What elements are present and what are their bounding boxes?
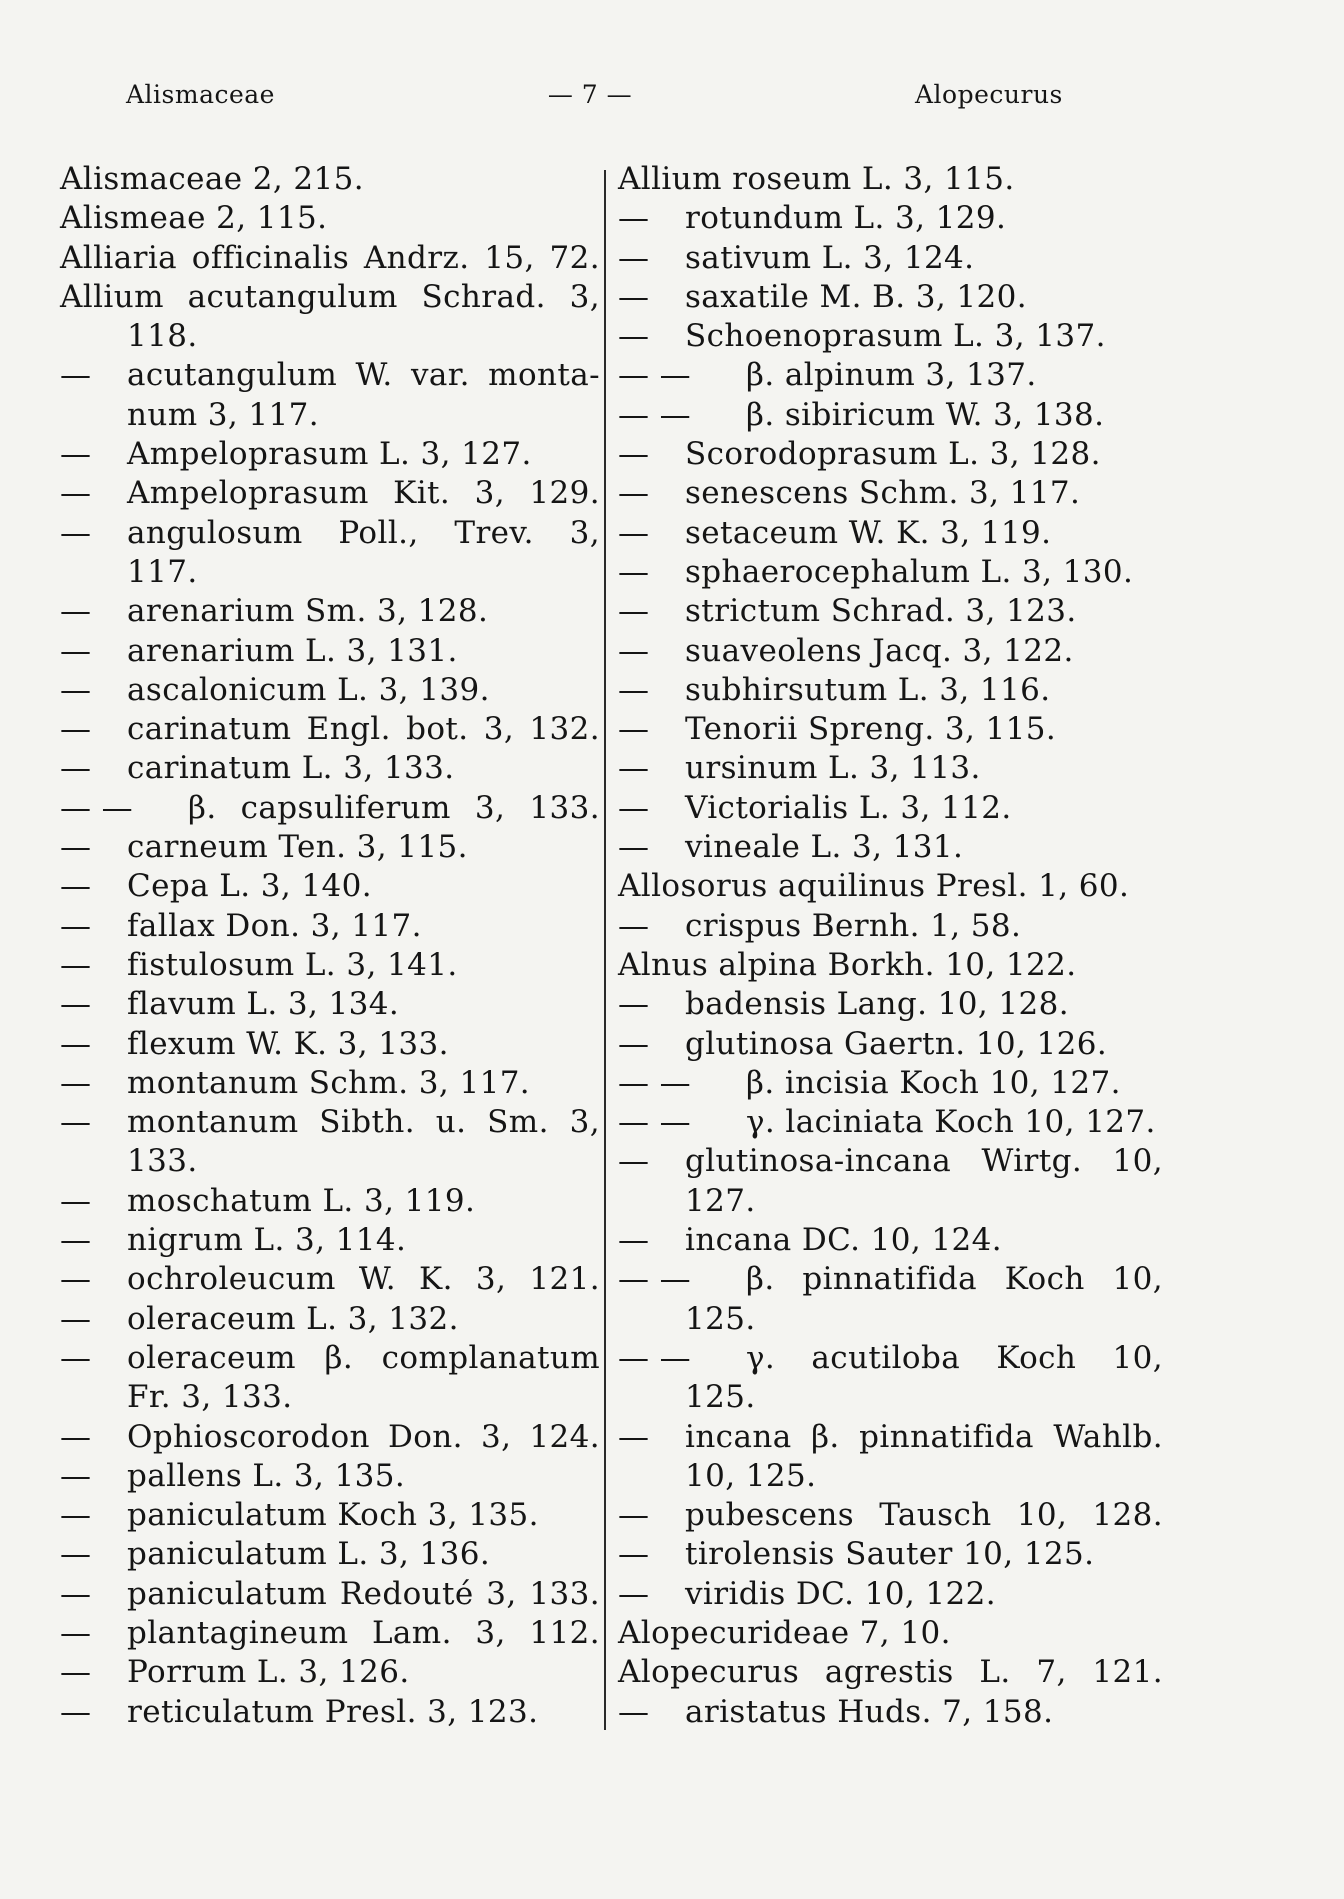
ditto-dash: — — [618, 986, 650, 1023]
index-entry — [618, 592, 1163, 631]
index-entry — [60, 1064, 600, 1103]
ditto-dash: — — [60, 1654, 92, 1691]
index-entry — [618, 199, 1163, 238]
entry-text: γ. acutiloba Koch 10, — [746, 1339, 1163, 1376]
entry-text: Cepa L. 3, 140. — [127, 868, 372, 905]
index-entry — [60, 396, 600, 435]
ditto-dash: — — [618, 907, 650, 944]
ditto-dash: — — [60, 907, 92, 944]
entry-text: reticulatum Presl. 3, 123. — [127, 1693, 539, 1730]
entry-text: strictum Schrad. 3, 123. — [685, 593, 1077, 630]
entry-text: viridis DC. 10, 122. — [685, 1575, 997, 1612]
running-head-right: Alopecurus — [915, 80, 1063, 109]
page-number: — 7 — — [547, 80, 633, 109]
ditto-dash: — — [618, 1693, 650, 1730]
index-entry — [60, 985, 600, 1024]
index-entry — [60, 1614, 600, 1653]
index-entry — [618, 1653, 1163, 1692]
ditto-dash: — — [618, 1575, 650, 1612]
index-entry — [60, 592, 600, 631]
ditto-dash: — — — [618, 1104, 692, 1141]
ditto-dash: — — [60, 946, 92, 983]
entry-text: montanum Schm. 3, 117. — [127, 1064, 531, 1101]
ditto-dash: — — [60, 1418, 92, 1455]
ditto-dash: — — [60, 986, 92, 1023]
entry-text: β. capsuliferum 3, 133. — [188, 789, 600, 826]
index-entry — [60, 1182, 600, 1221]
index-entry — [60, 1221, 600, 1260]
entry-text: 10, 125. — [685, 1457, 817, 1494]
entry-text: 133. — [127, 1143, 198, 1180]
entry-text: flavum L. 3, 134. — [127, 986, 400, 1023]
index-entry — [618, 553, 1163, 592]
index-entry — [618, 828, 1163, 867]
ditto-dash: — — [618, 514, 650, 551]
entry-text: Ophioscorodon Don. 3, 124. — [127, 1418, 600, 1455]
entry-text: glutinosa Gaertn. 10, 126. — [685, 1025, 1108, 1062]
entry-text: senescens Schm. 3, 117. — [685, 475, 1081, 512]
entry-text: angulosum Poll., Trev. 3, — [127, 514, 600, 551]
index-entry — [618, 749, 1163, 788]
index-entry — [60, 435, 600, 474]
entry-text: Scorodoprasum L. 3, 128. — [685, 436, 1101, 473]
index-entry — [618, 671, 1163, 710]
entry-text: num 3, 117. — [127, 396, 320, 433]
ditto-dash: — — [60, 829, 92, 866]
entry-text: montanum Sibth. u. Sm. 3, — [127, 1104, 600, 1141]
ditto-dash: — — [60, 1104, 92, 1141]
index-entry — [60, 1339, 600, 1378]
ditto-dash: — — [618, 1025, 650, 1062]
entry-text: carneum Ten. 3, 115. — [127, 829, 468, 866]
entry-text: fallax Don. 3, 117. — [127, 907, 422, 944]
ditto-dash: — — [60, 593, 92, 630]
index-entry — [618, 632, 1163, 671]
entry-text: β. sibiricum W. 3, 138. — [746, 396, 1105, 433]
ditto-dash: — — [618, 632, 650, 669]
running-head-left: Alismaceae — [126, 80, 275, 109]
ditto-dash: — — [60, 1300, 92, 1337]
ditto-dash: — — [618, 1536, 650, 1573]
index-entry — [60, 160, 600, 199]
index-entry — [618, 1103, 1163, 1142]
entry-text: acutangulum W. var. monta- — [127, 357, 600, 394]
entry-text: badensis Lang. 10, 128. — [685, 986, 1070, 1023]
index-entry — [618, 1142, 1163, 1181]
index-entry — [618, 160, 1163, 199]
ditto-dash: — — [60, 1261, 92, 1298]
entry-text: aristatus Huds. 7, 158. — [685, 1693, 1054, 1730]
index-entry — [60, 474, 600, 513]
index-entry — [60, 749, 600, 788]
entry-text: carinatum L. 3, 133. — [127, 750, 455, 787]
entry-text: Allosorus aquilinus Presl. 1, 60. — [618, 868, 1130, 905]
ditto-dash: — — [60, 436, 92, 473]
entry-text: ascalonicum L. 3, 139. — [127, 671, 490, 708]
entry-text: carinatum Engl. bot. 3, 132. — [127, 711, 600, 748]
ditto-dash: — — [618, 1418, 650, 1455]
index-entry — [618, 946, 1163, 985]
ditto-dash: — — [618, 436, 650, 473]
entry-text: moschatum L. 3, 119. — [127, 1182, 476, 1219]
ditto-dash: — — [60, 1575, 92, 1612]
entry-text: saxatile M. B. 3, 120. — [685, 278, 1028, 315]
index-entry — [618, 356, 1163, 395]
entry-text: oleraceum L. 3, 132. — [127, 1300, 459, 1337]
index-entry — [60, 671, 600, 710]
entry-text: glutinosa-incana Wirtg. 10, — [685, 1143, 1163, 1180]
entry-text: fistulosum L. 3, 141. — [127, 946, 458, 983]
ditto-dash: — — [60, 632, 92, 669]
index-entry — [60, 1693, 600, 1732]
entry-text: Porrum L. 3, 126. — [127, 1654, 410, 1691]
index-entry — [60, 514, 600, 553]
ditto-dash: — — [60, 514, 92, 551]
ditto-dash: — — [618, 671, 650, 708]
index-column-left — [60, 160, 600, 1732]
ditto-dash: — — [60, 671, 92, 708]
entry-text: pubescens Tausch 10, 128. — [685, 1497, 1163, 1534]
index-entry — [618, 396, 1163, 435]
ditto-dash: — — — [60, 789, 134, 826]
index-entry — [618, 1378, 1163, 1417]
index-entry — [60, 1575, 600, 1614]
entry-text: vineale L. 3, 131. — [685, 829, 964, 866]
index-entry — [60, 1300, 600, 1339]
index-entry — [60, 946, 600, 985]
ditto-dash: — — [618, 829, 650, 866]
index-entry — [618, 1693, 1163, 1732]
ditto-dash: — — [618, 475, 650, 512]
ditto-dash: — — [618, 318, 650, 355]
index-entry — [618, 1418, 1163, 1457]
index-entry — [60, 356, 600, 395]
index-entry — [60, 1535, 600, 1574]
ditto-dash: — — [60, 1614, 92, 1651]
index-entry — [60, 553, 600, 592]
ditto-dash: — — [60, 1339, 92, 1376]
index-entry — [618, 1535, 1163, 1574]
ditto-dash: — — [618, 200, 650, 237]
ditto-dash: — — [60, 475, 92, 512]
entry-text: β. pinnatifida Koch 10, — [746, 1261, 1163, 1298]
index-entry — [60, 1418, 600, 1457]
index-column-right — [618, 160, 1163, 1732]
entry-text: β. incisia Koch 10, 127. — [746, 1064, 1121, 1101]
entry-text: β. alpinum 3, 137. — [746, 357, 1037, 394]
index-entry — [60, 1103, 600, 1142]
entry-text: 117. — [127, 553, 198, 590]
entry-text: setaceum W. K. 3, 119. — [685, 514, 1052, 551]
ditto-dash: — — [60, 1064, 92, 1101]
index-entry — [618, 474, 1163, 513]
entry-text: incana β. pinnatifida Wahlb. — [685, 1418, 1163, 1455]
index-entry — [618, 789, 1163, 828]
index-entry — [618, 1221, 1163, 1260]
index-entry — [618, 710, 1163, 749]
entry-text: Alliaria officinalis Andrz. 15, 72. — [60, 239, 600, 276]
entry-text: Alnus alpina Borkh. 10, 122. — [618, 946, 1077, 983]
entry-text: sativum L. 3, 124. — [685, 239, 975, 276]
index-entry — [60, 317, 600, 356]
entry-text: paniculatum L. 3, 136. — [127, 1536, 491, 1573]
index-entry — [618, 1614, 1163, 1653]
ditto-dash: — — — [618, 357, 692, 394]
entry-text: paniculatum Koch 3, 135. — [127, 1497, 539, 1534]
entry-text: γ. laciniata Koch 10, 127. — [746, 1104, 1156, 1141]
entry-text: arenarium Sm. 3, 128. — [127, 593, 489, 630]
entry-text: pallens L. 3, 135. — [127, 1457, 406, 1494]
ditto-dash: — — [618, 239, 650, 276]
ditto-dash: — — [60, 1222, 92, 1259]
index-entry — [60, 1653, 600, 1692]
entry-text: 127. — [685, 1182, 756, 1219]
index-entry — [60, 632, 600, 671]
entry-text: flexum W. K. 3, 133. — [127, 1025, 449, 1062]
entry-text: Ampeloprasum L. 3, 127. — [127, 436, 532, 473]
ditto-dash: — — [618, 1143, 650, 1180]
entry-text: Ampeloprasum Kit. 3, 129. — [127, 475, 600, 512]
entry-text: crispus Bernh. 1, 58. — [685, 907, 1022, 944]
ditto-dash: — — [60, 1025, 92, 1062]
index-entry — [618, 1339, 1163, 1378]
index-entry — [618, 1575, 1163, 1614]
entry-text: oleraceum β. complanatum — [127, 1339, 600, 1376]
index-entry — [618, 1457, 1163, 1496]
ditto-dash: — — — [618, 1064, 692, 1101]
index-entry — [60, 907, 600, 946]
index-entry — [60, 828, 600, 867]
ditto-dash: — — [618, 278, 650, 315]
ditto-dash: — — [618, 593, 650, 630]
ditto-dash: — — — [618, 1339, 692, 1376]
entry-text: Schoenoprasum L. 3, 137. — [685, 318, 1106, 355]
entry-text: 125. — [685, 1379, 756, 1416]
index-entry — [60, 789, 600, 828]
ditto-dash: — — [618, 1497, 650, 1534]
index-entry — [60, 1496, 600, 1535]
ditto-dash: — — [60, 868, 92, 905]
index-entry — [60, 199, 600, 238]
entry-text: paniculatum Redouté 3, 133. — [127, 1575, 600, 1612]
index-entry — [618, 278, 1163, 317]
entry-text: sphaerocephalum L. 3, 130. — [685, 553, 1134, 590]
index-entry — [618, 239, 1163, 278]
index-entry — [618, 1025, 1163, 1064]
ditto-dash: — — [60, 1457, 92, 1494]
ditto-dash: — — [618, 789, 650, 826]
index-entry — [60, 1260, 600, 1299]
index-entry — [60, 278, 600, 317]
entry-text: tirolensis Sauter 10, 125. — [685, 1536, 1095, 1573]
entry-text: Victorialis L. 3, 112. — [685, 789, 1012, 826]
ditto-dash: — — [60, 1693, 92, 1730]
entry-text: suaveolens Jacq. 3, 122. — [685, 632, 1074, 669]
column-divider — [604, 170, 606, 1730]
entry-text: Allium roseum L. 3, 115. — [618, 161, 1015, 197]
entry-text: Fr. 3, 133. — [127, 1379, 293, 1416]
index-entry — [618, 317, 1163, 356]
index-entry — [618, 1064, 1163, 1103]
entry-text: rotundum L. 3, 129. — [685, 200, 1007, 237]
index-entry — [618, 1300, 1163, 1339]
index-entry — [60, 1378, 600, 1417]
entry-text: 125. — [685, 1300, 756, 1337]
entry-text: ursinum L. 3, 113. — [685, 750, 981, 787]
entry-text: arenarium L. 3, 131. — [127, 632, 458, 669]
index-entry — [618, 907, 1163, 946]
ditto-dash: — — [60, 1182, 92, 1219]
entry-text: Alismaceae 2, 215. — [60, 161, 365, 197]
ditto-dash: — — [618, 1222, 650, 1259]
ditto-dash: — — — [618, 1261, 692, 1298]
ditto-dash: — — [618, 711, 650, 748]
entry-text: Allium acutangulum Schrad. 3, — [60, 278, 600, 315]
index-entry — [618, 435, 1163, 474]
index-entry — [618, 1260, 1163, 1299]
ditto-dash: — — [60, 711, 92, 748]
ditto-dash: — — [618, 750, 650, 787]
index-entry — [60, 710, 600, 749]
index-entry — [618, 867, 1163, 906]
ditto-dash: — — [618, 553, 650, 590]
entry-text: ochroleucum W. K. 3, 121. — [127, 1261, 600, 1298]
index-entry — [60, 1142, 600, 1181]
ditto-dash: — — [60, 750, 92, 787]
index-entry — [60, 867, 600, 906]
entry-text: plantagineum Lam. 3, 112. — [127, 1614, 600, 1651]
index-entry — [618, 1496, 1163, 1535]
entry-text: subhirsutum L. 3, 116. — [685, 671, 1051, 708]
index-entry — [618, 1182, 1163, 1221]
ditto-dash: — — [60, 357, 92, 394]
ditto-dash: — — — [618, 396, 692, 433]
ditto-dash: — — [60, 1536, 92, 1573]
entry-text: 118. — [127, 318, 198, 355]
index-entry — [60, 239, 600, 278]
index-entry — [618, 514, 1163, 553]
entry-text: nigrum L. 3, 114. — [127, 1222, 407, 1259]
index-entry — [618, 985, 1163, 1024]
entry-text: Alopecurus agrestis L. 7, 121. — [618, 1654, 1163, 1691]
entry-text: Alopecurideae 7, 10. — [618, 1614, 951, 1651]
index-entry — [60, 1457, 600, 1496]
entry-text: Alismeae 2, 115. — [60, 200, 328, 237]
entry-text: incana DC. 10, 124. — [685, 1222, 1002, 1259]
entry-text: Tenorii Spreng. 3, 115. — [685, 711, 1057, 748]
ditto-dash: — — [60, 1497, 92, 1534]
index-entry — [60, 1025, 600, 1064]
